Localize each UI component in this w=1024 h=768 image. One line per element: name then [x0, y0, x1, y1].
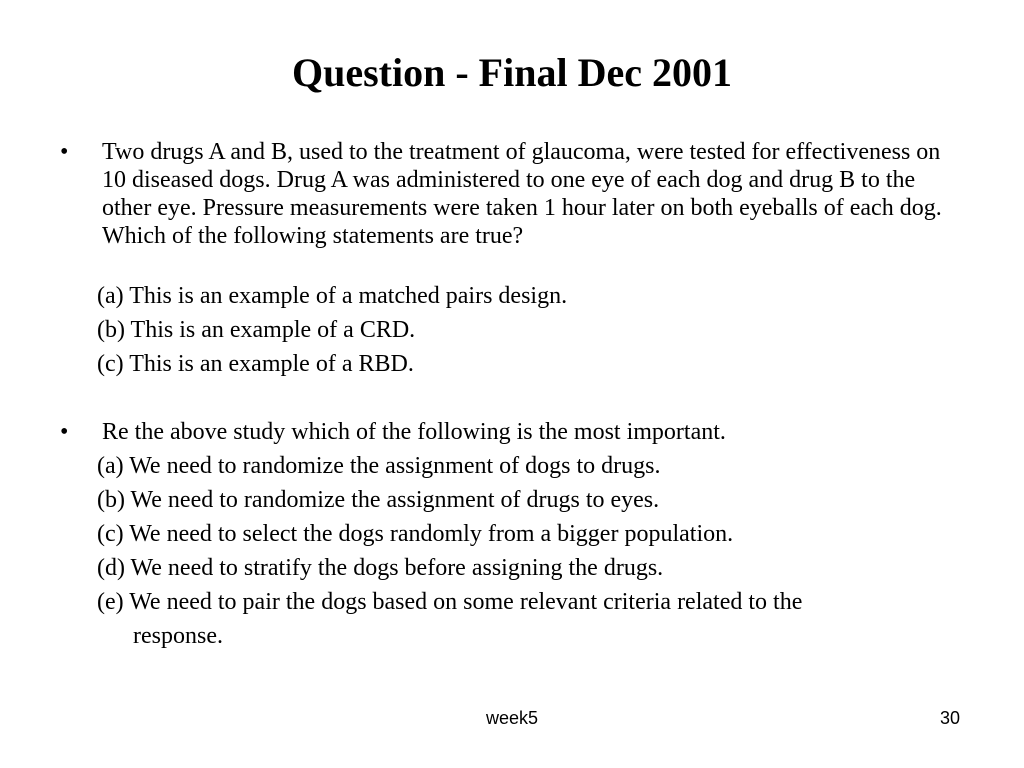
question-2: [60, 418, 960, 446]
question-1: [60, 138, 960, 250]
question-1-text: Two drugs A and B, used to the treatment of glaucoma, were tested for effectiveness on 10 diseased dogs. Drug A was administered to one eye of each dog and drug B to the other eye. Pressure measurements were taken 1 hour later on both eyeballs of each dog. Which of the following statements are true?: [102, 139, 942, 249]
question-1-option-b: (b) This is an example of a CRD.: [97, 317, 416, 343]
question-2-option-e-text: (e) We need to pair the dogs based on some relevant criteria related to the: [97, 589, 803, 615]
bullet-point: •: [60, 419, 69, 445]
question-2-text: Re the above study which of the following is the most important.: [102, 419, 726, 445]
question-2-option-c: (c) We need to select the dogs randomly from a bigger population.: [97, 521, 734, 547]
question-2-option-d: (d) We need to stratify the dogs before assigning the drugs.: [97, 555, 664, 581]
question-1-option-c: (c) This is an example of a RBD.: [97, 351, 414, 377]
footer-label: week5: [485, 708, 539, 728]
slide-title: Question - Final Dec 2001: [292, 50, 732, 95]
question-2-option-b: (b) We need to randomize the assignment of drugs to eyes.: [97, 487, 660, 513]
question-2-option-e: [97, 588, 957, 650]
question-2-option-e-continuation: response.: [133, 623, 223, 649]
question-1-option-a: (a) This is an example of a matched pairs design.: [97, 283, 568, 309]
page-number: 30: [939, 708, 960, 728]
bullet-point: •: [60, 139, 69, 165]
question-2-option-a: (a) We need to randomize the assignment of dogs to drugs.: [97, 453, 661, 479]
